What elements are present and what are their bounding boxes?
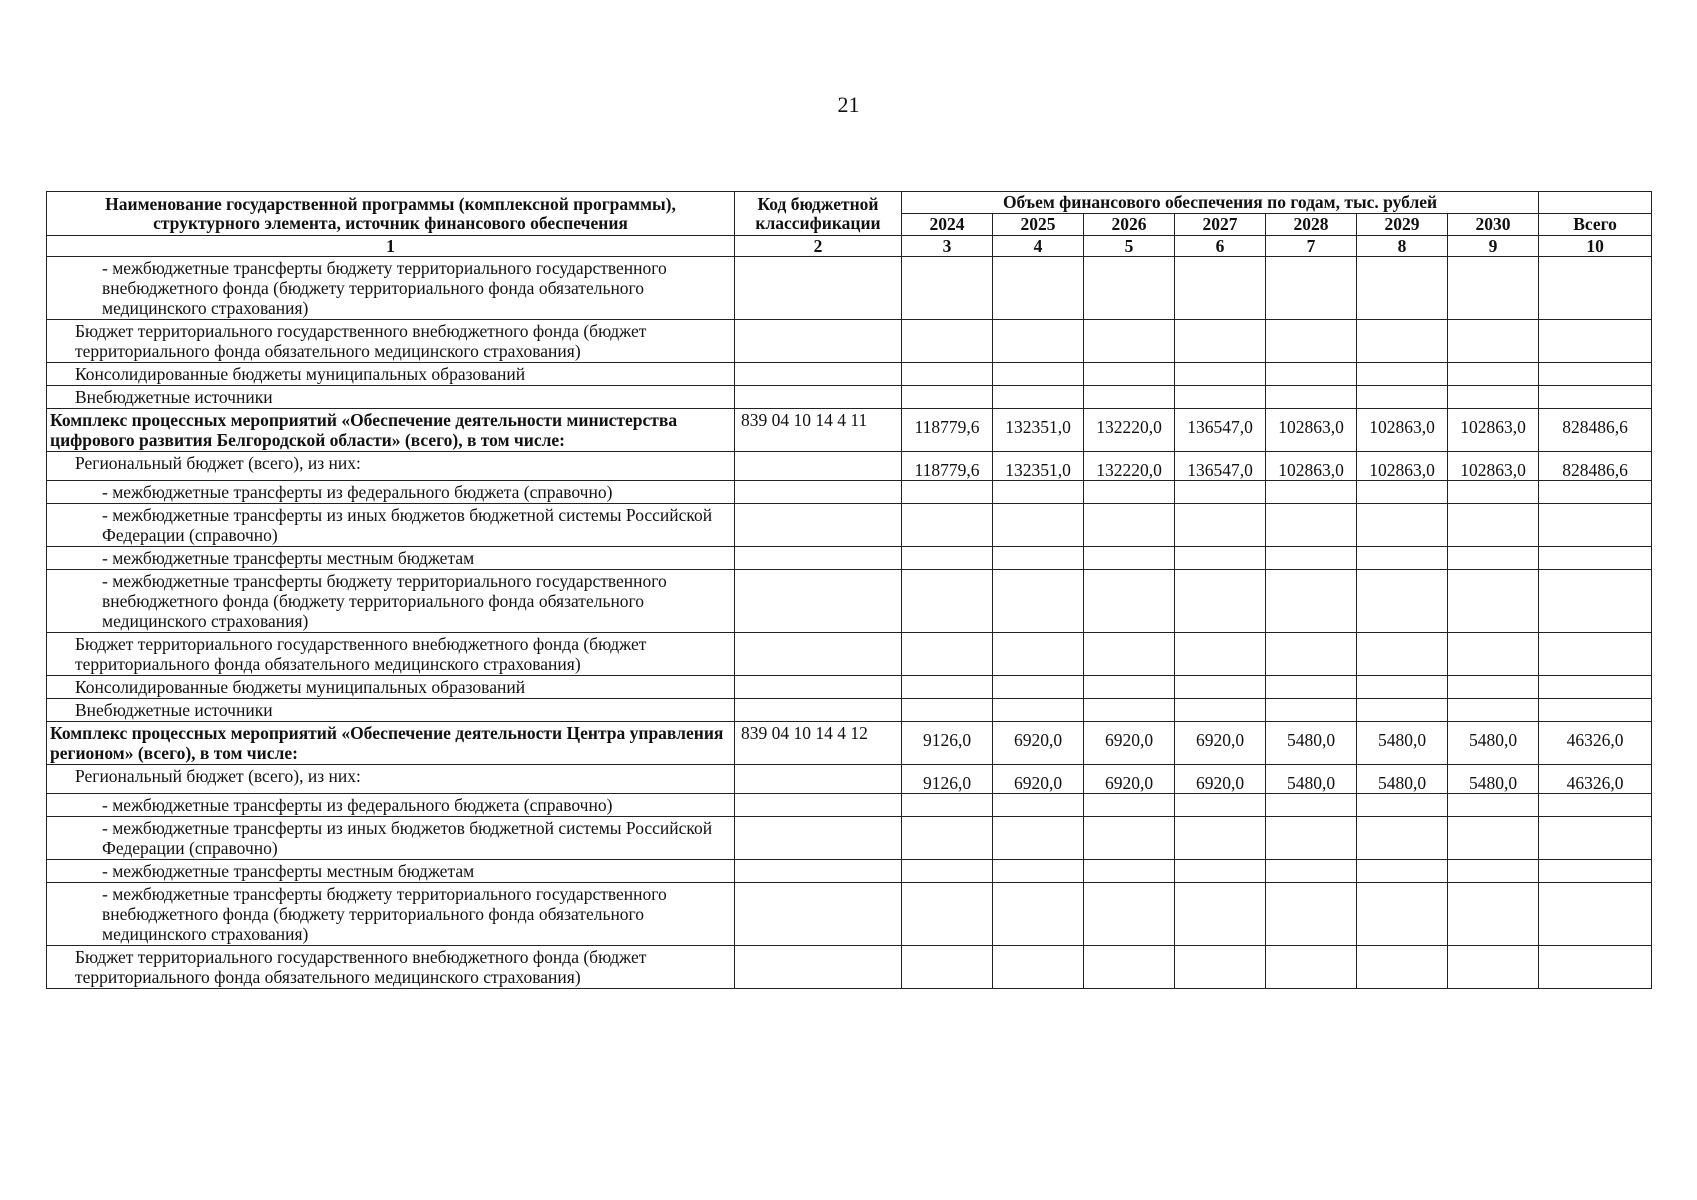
row-year-value: 6920,0 — [993, 765, 1084, 794]
row-year-value — [902, 547, 993, 570]
column-number: 9 — [1448, 236, 1539, 257]
row-year-value — [1084, 860, 1175, 883]
table-row — [47, 860, 1652, 883]
row-year-value: 6920,0 — [993, 722, 1084, 765]
row-year-value — [1175, 504, 1266, 547]
row-year-value: 132220,0 — [1084, 452, 1175, 481]
row-name: Региональный бюджет (всего), из них: — [47, 765, 735, 794]
row-name: Внебюджетные источники — [47, 386, 735, 409]
column-number: 6 — [1175, 236, 1266, 257]
row-total-value: 46326,0 — [1539, 765, 1652, 794]
row-year-value — [1266, 386, 1357, 409]
table-row — [47, 257, 1652, 320]
row-name: - межбюджетные трансферты из федерального бюджета (справочно) — [47, 794, 735, 817]
row-year-value — [993, 363, 1084, 386]
column-number: 3 — [902, 236, 993, 257]
row-code — [735, 504, 902, 547]
row-code: 839 04 10 14 4 11 — [735, 409, 902, 452]
row-total-value: 828486,6 — [1539, 452, 1652, 481]
row-year-value — [1448, 633, 1539, 676]
row-code — [735, 633, 902, 676]
row-year-value — [1084, 699, 1175, 722]
row-name: - межбюджетные трансферты местным бюджетам — [47, 547, 735, 570]
row-year-value — [993, 817, 1084, 860]
row-year-value — [1084, 386, 1175, 409]
row-name: Комплекс процессных мероприятий «Обеспечение деятельности Центра управления регионом» (всего), в том числе: — [47, 722, 735, 765]
row-year-value — [993, 794, 1084, 817]
row-year-value: 102863,0 — [1357, 409, 1448, 452]
row-name: Бюджет территориального государственного внебюджетного фонда (бюджет территориального фонда обязательного медицинского страхования) — [47, 946, 735, 989]
row-year-value: 132351,0 — [993, 409, 1084, 452]
row-code: 839 04 10 14 4 12 — [735, 722, 902, 765]
row-year-value — [1084, 363, 1175, 386]
row-year-value — [1175, 386, 1266, 409]
row-total-value — [1539, 570, 1652, 633]
column-number: 2 — [735, 236, 902, 257]
column-number: 4 — [993, 236, 1084, 257]
row-year-value — [1266, 320, 1357, 363]
row-year-value — [1175, 794, 1266, 817]
row-year-value — [1448, 946, 1539, 989]
row-year-value — [1357, 504, 1448, 547]
row-year-value — [902, 386, 993, 409]
row-year-value — [1448, 320, 1539, 363]
row-year-value: 136547,0 — [1175, 409, 1266, 452]
row-year-value — [902, 946, 993, 989]
header-volume-column: Объем финансового обеспечения по годам, тыс. рублей — [902, 192, 1539, 214]
row-year-value — [1357, 794, 1448, 817]
header-year: 2027 — [1175, 214, 1266, 236]
row-year-value: 132351,0 — [993, 452, 1084, 481]
row-total-value — [1539, 363, 1652, 386]
row-year-value — [993, 860, 1084, 883]
table-row — [47, 547, 1652, 570]
row-year-value — [1357, 481, 1448, 504]
row-year-value — [1175, 257, 1266, 320]
table-row — [47, 570, 1652, 633]
row-year-value: 5480,0 — [1266, 765, 1357, 794]
row-year-value — [902, 699, 993, 722]
row-code — [735, 794, 902, 817]
table-row — [47, 320, 1652, 363]
row-year-value: 6920,0 — [1084, 722, 1175, 765]
row-code — [735, 481, 902, 504]
row-year-value — [1357, 363, 1448, 386]
row-year-value — [1448, 363, 1539, 386]
row-code — [735, 363, 902, 386]
table-row — [47, 409, 1652, 452]
row-year-value — [1357, 386, 1448, 409]
table-row — [47, 363, 1652, 386]
row-total-value — [1539, 946, 1652, 989]
row-total-value: 828486,6 — [1539, 409, 1652, 452]
row-year-value — [1084, 481, 1175, 504]
row-year-value — [902, 257, 993, 320]
table-body — [47, 257, 1652, 989]
row-name: Комплекс процессных мероприятий «Обеспечение деятельности министерства цифрового развития Белгородской области» (всего), в том числе: — [47, 409, 735, 452]
table-row — [47, 676, 1652, 699]
row-code — [735, 452, 902, 481]
row-year-value: 6920,0 — [1175, 765, 1266, 794]
row-year-value — [1175, 817, 1266, 860]
row-year-value — [902, 794, 993, 817]
table-row — [47, 722, 1652, 765]
row-year-value: 136547,0 — [1175, 452, 1266, 481]
row-total-value — [1539, 860, 1652, 883]
row-year-value — [1084, 547, 1175, 570]
row-year-value — [1084, 257, 1175, 320]
row-year-value — [902, 504, 993, 547]
row-year-value — [1357, 860, 1448, 883]
header-year: 2025 — [993, 214, 1084, 236]
column-number: 7 — [1266, 236, 1357, 257]
row-year-value — [1448, 504, 1539, 547]
row-year-value — [993, 547, 1084, 570]
header-year: 2026 — [1084, 214, 1175, 236]
row-year-value — [1448, 547, 1539, 570]
row-year-value — [1175, 570, 1266, 633]
row-total-value — [1539, 883, 1652, 946]
row-total-value — [1539, 481, 1652, 504]
column-number: 8 — [1357, 236, 1448, 257]
header-year: 2024 — [902, 214, 993, 236]
row-year-value — [1084, 504, 1175, 547]
row-year-value — [1448, 817, 1539, 860]
row-year-value — [1266, 257, 1357, 320]
row-name: - межбюджетные трансферты бюджету территориального государственного внебюджетного фонда (бюджету территориального фонда обязательного медицинского страхования) — [47, 257, 735, 320]
row-code — [735, 676, 902, 699]
row-code — [735, 765, 902, 794]
row-year-value — [1266, 547, 1357, 570]
header-total-spacer — [1539, 192, 1652, 214]
row-year-value — [902, 363, 993, 386]
row-year-value: 102863,0 — [1357, 452, 1448, 481]
row-year-value — [1448, 386, 1539, 409]
row-year-value — [1357, 257, 1448, 320]
row-year-value — [1266, 481, 1357, 504]
row-code — [735, 860, 902, 883]
row-year-value — [1084, 633, 1175, 676]
table-row — [47, 817, 1652, 860]
column-number: 10 — [1539, 236, 1652, 257]
row-year-value — [1266, 883, 1357, 946]
row-name: Внебюджетные источники — [47, 699, 735, 722]
row-year-value — [1084, 320, 1175, 363]
row-year-value — [1357, 817, 1448, 860]
row-year-value: 102863,0 — [1266, 409, 1357, 452]
row-name: - межбюджетные трансферты из иных бюджетов бюджетной системы Российской Федерации (справочно) — [47, 504, 735, 547]
row-total-value — [1539, 257, 1652, 320]
header-year: 2029 — [1357, 214, 1448, 236]
row-code — [735, 547, 902, 570]
row-year-value — [1084, 946, 1175, 989]
row-year-value — [1175, 676, 1266, 699]
row-year-value — [1084, 676, 1175, 699]
row-total-value — [1539, 817, 1652, 860]
row-code — [735, 699, 902, 722]
row-year-value — [993, 699, 1084, 722]
row-year-value — [902, 481, 993, 504]
table-header — [47, 192, 1652, 257]
row-year-value — [902, 883, 993, 946]
row-year-value — [993, 676, 1084, 699]
row-year-value — [1448, 257, 1539, 320]
row-year-value — [1266, 817, 1357, 860]
row-year-value — [1448, 883, 1539, 946]
row-code — [735, 257, 902, 320]
table-row — [47, 883, 1652, 946]
row-year-value — [1175, 633, 1266, 676]
row-year-value — [1357, 676, 1448, 699]
table-row — [47, 386, 1652, 409]
row-total-value — [1539, 386, 1652, 409]
row-year-value: 9126,0 — [902, 765, 993, 794]
header-year: 2028 — [1266, 214, 1357, 236]
row-name: Бюджет территориального государственного внебюджетного фонда (бюджет территориального фонда обязательного медицинского страхования) — [47, 633, 735, 676]
row-total-value — [1539, 504, 1652, 547]
row-year-value — [1084, 794, 1175, 817]
table-row — [47, 765, 1652, 794]
row-year-value — [1175, 320, 1266, 363]
header-year: 2030 — [1448, 214, 1539, 236]
row-year-value — [1175, 699, 1266, 722]
financing-table — [46, 191, 1652, 989]
row-year-value — [1448, 570, 1539, 633]
row-year-value — [1266, 860, 1357, 883]
row-year-value — [902, 676, 993, 699]
table-row — [47, 633, 1652, 676]
row-year-value: 5480,0 — [1448, 722, 1539, 765]
row-year-value — [993, 257, 1084, 320]
row-year-value — [1266, 699, 1357, 722]
row-code — [735, 946, 902, 989]
row-name: - межбюджетные трансферты местным бюджетам — [47, 860, 735, 883]
row-year-value: 9126,0 — [902, 722, 993, 765]
row-total-value — [1539, 547, 1652, 570]
row-year-value — [1357, 633, 1448, 676]
row-name: Бюджет территориального государственного внебюджетного фонда (бюджет территориального фонда обязательного медицинского страхования) — [47, 320, 735, 363]
header-code-column: Код бюджетной классификации — [735, 192, 902, 236]
row-year-value — [1175, 363, 1266, 386]
row-year-value — [1175, 946, 1266, 989]
row-year-value — [1357, 883, 1448, 946]
row-name: - межбюджетные трансферты из федерального бюджета (справочно) — [47, 481, 735, 504]
row-year-value — [1357, 699, 1448, 722]
row-name: - межбюджетные трансферты из иных бюджетов бюджетной системы Российской Федерации (справочно) — [47, 817, 735, 860]
row-year-value — [1357, 570, 1448, 633]
row-year-value — [1266, 633, 1357, 676]
row-total-value — [1539, 699, 1652, 722]
row-year-value — [1084, 883, 1175, 946]
row-code — [735, 883, 902, 946]
row-year-value: 5480,0 — [1266, 722, 1357, 765]
row-year-value: 102863,0 — [1448, 452, 1539, 481]
row-total-value — [1539, 320, 1652, 363]
row-year-value — [1448, 860, 1539, 883]
row-year-value: 5480,0 — [1357, 765, 1448, 794]
row-year-value — [1266, 676, 1357, 699]
row-year-value — [993, 883, 1084, 946]
row-year-value — [1266, 794, 1357, 817]
row-year-value — [993, 320, 1084, 363]
row-year-value — [1175, 860, 1266, 883]
header-name-column: Наименование государственной программы (комплексной программы), структурного элемента, источник финансового обеспечения — [47, 192, 735, 236]
table-row — [47, 699, 1652, 722]
column-number: 5 — [1084, 236, 1175, 257]
row-year-value — [1175, 883, 1266, 946]
row-year-value — [1175, 547, 1266, 570]
row-year-value — [902, 817, 993, 860]
row-year-value — [993, 946, 1084, 989]
row-year-value — [1084, 570, 1175, 633]
table-row — [47, 504, 1652, 547]
row-year-value: 5480,0 — [1448, 765, 1539, 794]
row-year-value — [1357, 946, 1448, 989]
row-year-value — [902, 570, 993, 633]
row-year-value: 6920,0 — [1084, 765, 1175, 794]
row-year-value: 118779,6 — [902, 452, 993, 481]
row-code — [735, 817, 902, 860]
row-code — [735, 570, 902, 633]
row-year-value — [993, 570, 1084, 633]
row-name: - межбюджетные трансферты бюджету территориального государственного внебюджетного фонда (бюджету территориального фонда обязательного медицинского страхования) — [47, 570, 735, 633]
row-year-value — [1448, 676, 1539, 699]
row-year-value — [1357, 320, 1448, 363]
row-code — [735, 320, 902, 363]
row-year-value: 102863,0 — [1448, 409, 1539, 452]
row-name: Консолидированные бюджеты муниципальных образований — [47, 676, 735, 699]
row-year-value — [902, 320, 993, 363]
row-year-value — [993, 504, 1084, 547]
row-year-value: 118779,6 — [902, 409, 993, 452]
row-year-value — [1266, 504, 1357, 547]
row-year-value: 132220,0 — [1084, 409, 1175, 452]
row-name: - межбюджетные трансферты бюджету территориального государственного внебюджетного фонда (бюджету территориального фонда обязательного медицинского страхования) — [47, 883, 735, 946]
row-year-value — [1084, 817, 1175, 860]
row-year-value — [1448, 481, 1539, 504]
column-number: 1 — [47, 236, 735, 257]
row-total-value — [1539, 794, 1652, 817]
row-year-value — [1266, 570, 1357, 633]
row-year-value — [1357, 547, 1448, 570]
row-year-value — [1175, 481, 1266, 504]
row-total-value — [1539, 633, 1652, 676]
row-year-value — [993, 481, 1084, 504]
row-year-value — [1448, 699, 1539, 722]
row-year-value — [993, 633, 1084, 676]
row-year-value — [1448, 794, 1539, 817]
page-number: 21 — [837, 92, 860, 117]
row-year-value — [1266, 363, 1357, 386]
row-year-value — [1266, 946, 1357, 989]
row-code — [735, 386, 902, 409]
table-row — [47, 481, 1652, 504]
table-row — [47, 794, 1652, 817]
row-total-value: 46326,0 — [1539, 722, 1652, 765]
table-row — [47, 452, 1652, 481]
header-total-column: Всего — [1539, 214, 1652, 236]
row-year-value — [902, 633, 993, 676]
table-row — [47, 946, 1652, 989]
row-year-value: 102863,0 — [1266, 452, 1357, 481]
row-name: Региональный бюджет (всего), из них: — [47, 452, 735, 481]
row-total-value — [1539, 676, 1652, 699]
row-year-value — [993, 386, 1084, 409]
row-year-value: 6920,0 — [1175, 722, 1266, 765]
row-year-value — [902, 860, 993, 883]
row-year-value: 5480,0 — [1357, 722, 1448, 765]
row-name: Консолидированные бюджеты муниципальных образований — [47, 363, 735, 386]
